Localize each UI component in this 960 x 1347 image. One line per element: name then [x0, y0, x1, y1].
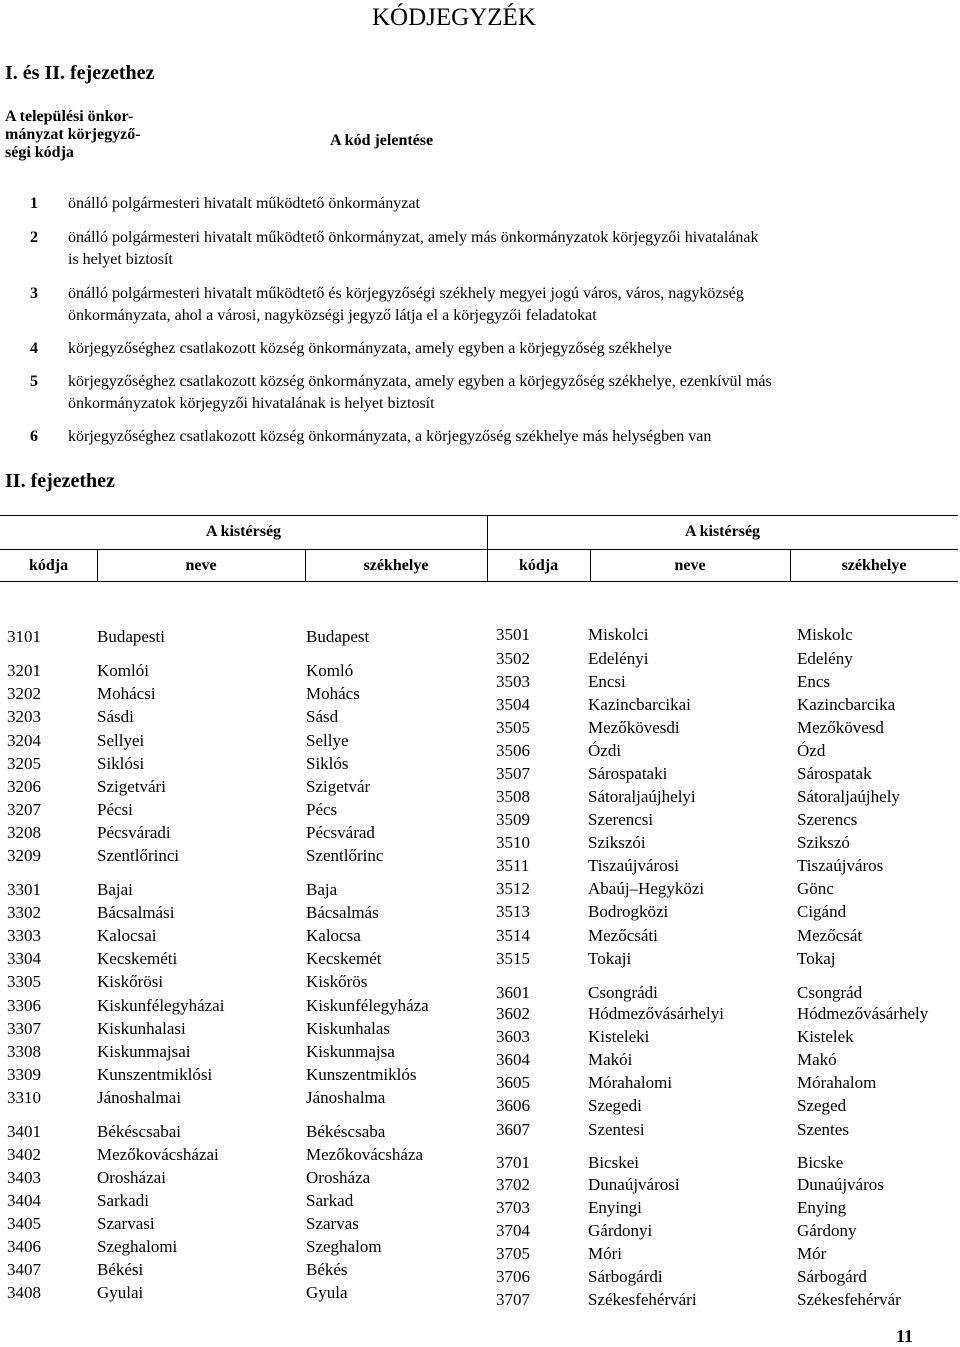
table-bottom-border [0, 581, 958, 582]
code-meaning-line: önkormányzata, ahol a városi, nagyközségi jegyző látja el a körjegyzői feladatokat [68, 307, 597, 324]
cell-code: 3308 [7, 1042, 41, 1061]
cell-code: 3503 [496, 672, 530, 691]
table-group-header-left: A kistérség [205, 523, 282, 540]
cell-name: Encsi [588, 672, 626, 691]
cell-code: 3207 [7, 800, 41, 819]
cell-name: Mohácsi [97, 684, 156, 703]
cell-code: 3704 [496, 1221, 530, 1240]
cell-seat: Kiskunfélegyháza [306, 996, 429, 1015]
cell-name: Sárospataki [588, 764, 668, 783]
cell-name: Siklósi [97, 754, 145, 773]
cell-name: Dunaújvárosi [588, 1175, 680, 1194]
cell-code: 3209 [7, 846, 41, 865]
cell-seat: Szeged [797, 1096, 847, 1115]
cell-seat: Orosháza [306, 1168, 371, 1187]
cell-seat: Sarkad [306, 1191, 354, 1210]
cell-name: Tiszaújvárosi [588, 856, 679, 875]
cell-code: 3307 [7, 1019, 41, 1038]
table-group-header-right: A kistérség [684, 523, 761, 540]
cell-seat: Hódmezővásárhely [797, 1004, 929, 1023]
page-number: 11 [896, 1326, 914, 1346]
cell-code: 3407 [7, 1260, 41, 1279]
code-number: 5 [30, 373, 38, 390]
cell-seat: Sárospatak [797, 764, 872, 783]
table-header-seat: székhelye [841, 557, 907, 574]
cell-seat: Baja [306, 880, 338, 899]
cell-name: Edelényi [588, 649, 649, 668]
column-header-code [5, 108, 141, 162]
code-meaning [68, 338, 672, 360]
cell-code: 3514 [496, 926, 530, 945]
code-number: 1 [30, 195, 38, 212]
cell-code: 3401 [7, 1122, 41, 1141]
cell-name: Sarkadi [97, 1191, 149, 1210]
cell-seat: Budapest [306, 627, 370, 646]
cell-code: 3702 [496, 1175, 530, 1194]
code-meaning-line: körjegyzőséghez csatlakozott község önkormányzata, a körjegyzőség székhelye más helységben van [68, 428, 712, 445]
code-meaning [68, 426, 711, 448]
cell-name: Szegedi [588, 1096, 642, 1115]
cell-name: Szikszói [588, 833, 646, 852]
cell-seat: Miskolc [797, 625, 853, 644]
cell-seat: Sellye [306, 731, 349, 750]
cell-name: Kiskőrösi [97, 972, 164, 991]
cell-seat: Kecskemét [306, 949, 382, 968]
cell-name: Kalocsai [97, 926, 157, 945]
cell-name: Gárdonyi [588, 1221, 653, 1240]
table-header-name: neve [185, 557, 217, 574]
cell-seat: Pécs [306, 800, 338, 819]
cell-name: Komlói [97, 661, 149, 680]
cell-name: Szentlőrinci [97, 846, 180, 865]
column-header-code-line: mányzat körjegyző- [5, 126, 141, 143]
cell-code: 3402 [7, 1145, 41, 1164]
cell-name: Sellyei [97, 731, 145, 750]
cell-code: 3101 [7, 627, 41, 646]
cell-name: Kiskunhalasi [97, 1019, 186, 1038]
cell-code: 3510 [496, 833, 530, 852]
cell-name: Hódmezővásárhelyi [588, 1004, 724, 1023]
table-header-code: kódja [518, 557, 559, 574]
cell-seat: Encs [797, 672, 831, 691]
code-number: 6 [30, 428, 38, 445]
cell-name: Budapesti [97, 627, 165, 646]
cell-seat: Szigetvár [306, 777, 371, 796]
cell-name: Tokaji [588, 949, 632, 968]
cell-name: Bajai [97, 880, 133, 899]
cell-seat: Békéscsaba [306, 1122, 386, 1141]
cell-seat: Mezőkövesd [797, 718, 884, 737]
cell-name: Gyulai [97, 1283, 144, 1302]
code-meaning-line: önálló polgármesteri hivatalt működtető önkormányzat [68, 195, 420, 212]
cell-code: 3301 [7, 880, 41, 899]
cell-seat: Szentes [797, 1120, 849, 1139]
cell-seat: Bácsalmás [306, 903, 379, 922]
cell-code: 3509 [496, 810, 530, 829]
cell-code: 3508 [496, 787, 530, 806]
cell-name: Kunszentmiklósi [97, 1065, 213, 1084]
cell-seat: Csongrád [797, 983, 863, 1002]
cell-code: 3606 [496, 1096, 530, 1115]
code-meaning-line: körjegyzőséghez csatlakozott község önkormányzata, amely egyben a körjegyzőség székhelye [68, 340, 672, 357]
code-number: 2 [30, 229, 38, 246]
page-title: KÓDJEGYZÉK [372, 4, 536, 31]
cell-code: 3204 [7, 731, 41, 750]
cell-seat: Kunszentmiklós [306, 1065, 417, 1084]
cell-seat: Komló [306, 661, 354, 680]
cell-code: 3604 [496, 1050, 530, 1069]
cell-seat: Dunaújváros [797, 1175, 884, 1194]
cell-code: 3504 [496, 695, 530, 714]
cell-code: 3512 [496, 879, 530, 898]
cell-name: Kiskunmajsai [97, 1042, 191, 1061]
cell-code: 3305 [7, 972, 41, 991]
column-header-meaning: A kód jelentése [330, 132, 434, 149]
cell-code: 3403 [7, 1168, 41, 1187]
cell-seat: Kiskunhalas [306, 1019, 391, 1038]
table-mid-border [0, 549, 958, 550]
code-meaning-line: önkormányzatok körjegyzői hivatalának is helyet biztosít [68, 395, 435, 412]
cell-seat: Szarvas [306, 1214, 359, 1233]
cell-code: 3603 [496, 1027, 530, 1046]
cell-name: Szeghalomi [97, 1237, 178, 1256]
code-meaning-line: körjegyzőséghez csatlakozott község önkormányzata, amely egyben a körjegyzőség székhelye, ezenkívül más [68, 373, 772, 390]
cell-code: 3202 [7, 684, 41, 703]
cell-seat: Kalocsa [306, 926, 361, 945]
cell-code: 3501 [496, 625, 530, 644]
cell-name: Sárbogárdi [588, 1267, 663, 1286]
cell-seat: Edelény [797, 649, 853, 668]
cell-code: 3302 [7, 903, 41, 922]
cell-code: 3404 [7, 1191, 41, 1210]
cell-name: Mezőcsáti [588, 926, 658, 945]
cell-seat: Mohács [306, 684, 360, 703]
cell-code: 3309 [7, 1065, 41, 1084]
cell-code: 3306 [7, 996, 41, 1015]
cell-seat: Mezőcsát [797, 926, 863, 945]
cell-seat: Szerencs [797, 810, 858, 829]
table-header-name: neve [674, 557, 706, 574]
cell-code: 3707 [496, 1290, 530, 1309]
cell-code: 3601 [496, 983, 530, 1002]
cell-code: 3206 [7, 777, 41, 796]
cell-name: Békéscsabai [97, 1122, 182, 1141]
cell-code: 3208 [7, 823, 41, 842]
cell-name: Jánoshalmai [97, 1088, 182, 1107]
cell-seat: Kazincbarcika [797, 695, 896, 714]
cell-seat: Enying [797, 1198, 847, 1217]
cell-code: 3304 [7, 949, 41, 968]
cell-code: 3506 [496, 741, 530, 760]
cell-seat: Mórahalom [797, 1073, 877, 1092]
code-meaning-line: önálló polgármesteri hivatalt működtető és körjegyzőségi székhely megyei jogú város, város, nagyközség [68, 285, 744, 302]
cell-seat: Siklós [306, 754, 349, 773]
cell-code: 3607 [496, 1120, 530, 1139]
cell-seat: Jánoshalma [306, 1088, 386, 1107]
cell-seat: Mór [797, 1244, 827, 1263]
section1-heading: I. és II. fejezethez [5, 62, 155, 84]
cell-name: Székesfehérvári [588, 1290, 697, 1309]
code-meaning [68, 371, 772, 415]
cell-code: 3406 [7, 1237, 41, 1256]
code-meaning-line: is helyet biztosít [68, 251, 173, 268]
cell-code: 3405 [7, 1214, 41, 1233]
cell-name: Békési [97, 1260, 144, 1279]
cell-name: Pécsváradi [97, 823, 171, 842]
cell-seat: Bicske [797, 1153, 844, 1172]
code-meaning [68, 193, 420, 215]
cell-name: Mezőkovácsházai [97, 1145, 219, 1164]
cell-seat: Gárdony [797, 1221, 857, 1240]
cell-name: Szentesi [588, 1120, 645, 1139]
cell-name: Kazincbarcikai [588, 695, 691, 714]
cell-code: 3701 [496, 1153, 530, 1172]
cell-seat: Sásd [306, 707, 339, 726]
code-meaning [68, 283, 744, 327]
code-number: 4 [30, 340, 38, 357]
cell-code: 3605 [496, 1073, 530, 1092]
cell-name: Sátoraljaújhelyi [588, 787, 696, 806]
cell-code: 3310 [7, 1088, 41, 1107]
cell-name: Miskolci [588, 625, 649, 644]
cell-name: Móri [588, 1244, 622, 1263]
code-meaning [68, 227, 758, 271]
table-top-border [0, 515, 958, 516]
cell-name: Abaúj–Hegyközi [588, 879, 705, 898]
cell-name: Kecskeméti [97, 949, 178, 968]
table-header-code: kódja [28, 557, 69, 574]
cell-name: Bácsalmási [97, 903, 175, 922]
table-header-seat: székhelye [363, 557, 429, 574]
cell-seat: Gönc [797, 879, 834, 898]
cell-code: 3502 [496, 649, 530, 668]
cell-seat: Kistelek [797, 1027, 854, 1046]
cell-seat: Kiskunmajsa [306, 1042, 395, 1061]
cell-code: 3201 [7, 661, 41, 680]
cell-code: 3703 [496, 1198, 530, 1217]
cell-name: Ózdi [588, 741, 622, 760]
cell-name: Kisteleki [588, 1027, 650, 1046]
column-header-code-line: A települési önkor- [5, 108, 134, 125]
cell-name: Bodrogközi [588, 902, 669, 921]
cell-code: 3205 [7, 754, 41, 773]
cell-seat: Szikszó [797, 833, 850, 852]
cell-seat: Sárbogárd [797, 1267, 867, 1286]
cell-name: Enyingi [588, 1198, 642, 1217]
cell-seat: Kiskőrös [306, 972, 368, 991]
code-number: 3 [30, 285, 38, 302]
column-header-code-line: ségi kódja [5, 144, 74, 161]
cell-name: Pécsi [97, 800, 133, 819]
cell-code: 3515 [496, 949, 530, 968]
cell-seat: Ózd [797, 741, 826, 760]
cell-seat: Cigánd [797, 902, 847, 921]
cell-seat: Szeghalom [306, 1237, 382, 1256]
cell-name: Mezőkövesdi [588, 718, 680, 737]
cell-code: 3706 [496, 1267, 530, 1286]
cell-seat: Mezőkovácsháza [306, 1145, 424, 1164]
cell-name: Kiskunfélegyházai [97, 996, 225, 1015]
cell-seat: Székesfehérvár [797, 1290, 901, 1309]
cell-name: Orosházai [97, 1168, 166, 1187]
cell-code: 3203 [7, 707, 41, 726]
cell-name: Szarvasi [97, 1214, 155, 1233]
cell-code: 3408 [7, 1283, 41, 1302]
cell-seat: Békés [306, 1260, 348, 1279]
cell-code: 3705 [496, 1244, 530, 1263]
cell-code: 3505 [496, 718, 530, 737]
cell-code: 3511 [496, 856, 530, 875]
code-meaning-line: önálló polgármesteri hivatalt működtető önkormányzat, amely más önkormányzatok körjegyzői hivatalának [68, 229, 759, 246]
cell-seat: Szentlőrinc [306, 846, 384, 865]
cell-seat: Gyula [306, 1283, 348, 1302]
cell-seat: Tiszaújváros [797, 856, 884, 875]
cell-code: 3507 [496, 764, 530, 783]
cell-name: Bicskei [588, 1153, 639, 1172]
cell-name: Csongrádi [588, 983, 658, 1002]
cell-code: 3303 [7, 926, 41, 945]
cell-name: Szigetvári [97, 777, 166, 796]
cell-code: 3602 [496, 1004, 530, 1023]
section2-heading: II. fejezethez [5, 470, 115, 492]
cell-name: Makói [588, 1050, 633, 1069]
cell-seat: Tokaj [797, 949, 836, 968]
cell-name: Szerencsi [588, 810, 654, 829]
cell-name: Sásdi [97, 707, 134, 726]
cell-name: Mórahalomi [588, 1073, 673, 1092]
cell-seat: Makó [797, 1050, 837, 1069]
cell-seat: Sátoraljaújhely [797, 787, 900, 806]
cell-code: 3513 [496, 902, 530, 921]
cell-seat: Pécsvárad [306, 823, 375, 842]
